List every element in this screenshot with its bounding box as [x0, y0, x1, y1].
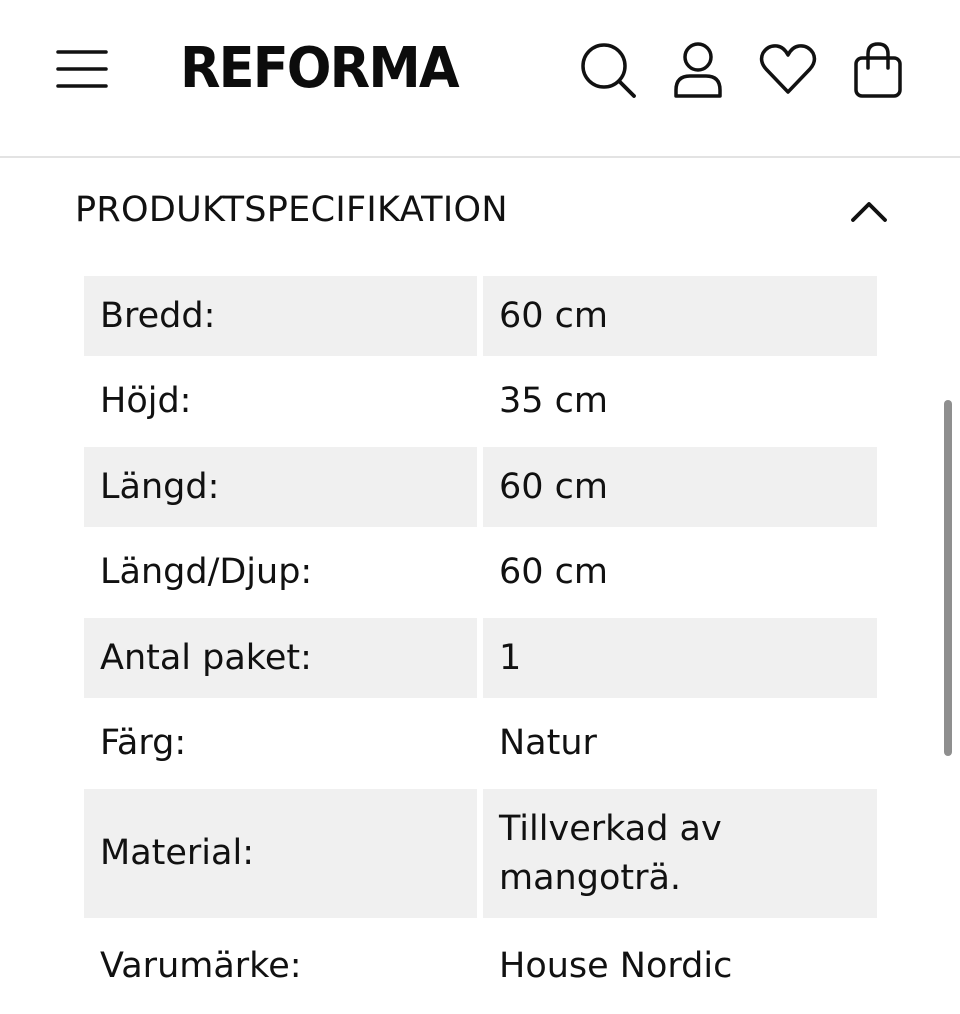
spec-accordion-header[interactable] [0, 158, 960, 268]
scrollbar-thumb[interactable] [944, 400, 952, 756]
section-title: PRODUKTSPECIFIKATION [75, 190, 508, 230]
heart-icon [756, 38, 820, 102]
spec-value: 1 [483, 618, 877, 698]
spec-value: 35 cm [499, 381, 608, 421]
spec-label: Antal paket: [84, 618, 477, 698]
spec-label: Material: [84, 789, 477, 918]
spec-row-color [84, 698, 877, 789]
spec-label: Varumärke: [100, 945, 302, 986]
account-button[interactable] [666, 38, 730, 102]
menu-icon [56, 46, 108, 90]
cart-icon [846, 38, 910, 102]
spec-row-packages [84, 618, 877, 698]
spec-label: Längd/Djup: [100, 552, 313, 592]
spec-label: Bredd: [84, 276, 477, 356]
search-button[interactable] [576, 38, 640, 102]
spec-row-depth [84, 527, 877, 618]
account-icon [666, 38, 730, 102]
site-header [0, 0, 960, 158]
spec-label: Färg: [100, 723, 187, 763]
spec-value: House Nordic [499, 945, 733, 986]
site-logo[interactable]: REFORMA [180, 36, 458, 101]
cart-button[interactable] [846, 38, 910, 102]
wishlist-button[interactable] [756, 38, 820, 102]
spec-row-material [84, 789, 877, 918]
spec-value: 60 cm [499, 552, 608, 592]
spec-table [84, 276, 877, 1014]
spec-row-length [84, 447, 877, 527]
search-icon [576, 38, 640, 102]
spec-value: 60 cm [483, 447, 877, 527]
spec-label: Höjd: [100, 381, 192, 421]
menu-button[interactable] [56, 46, 108, 90]
spec-label: Längd: [84, 447, 477, 527]
spec-value: Natur [499, 723, 597, 763]
spec-value: 60 cm [483, 276, 877, 356]
spec-row-brand [84, 918, 877, 1014]
spec-row-height [84, 356, 877, 447]
spec-row-width [84, 276, 877, 356]
spec-value: Tillverkad av mangoträ. [483, 789, 877, 918]
chevron-up-icon[interactable] [846, 192, 892, 232]
